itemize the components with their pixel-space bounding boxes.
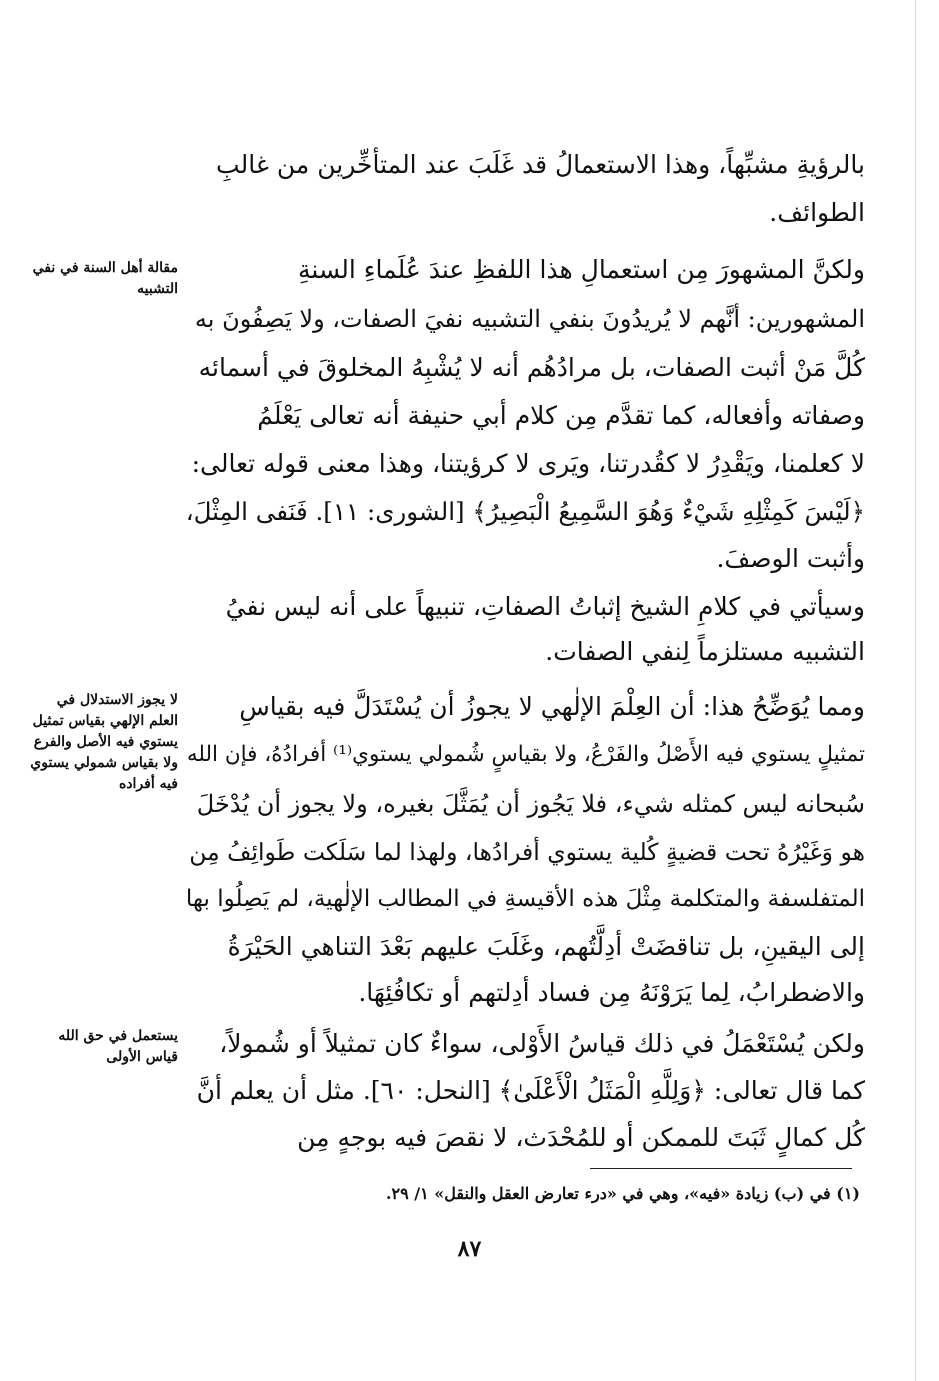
text-line: ومما يُوَضِّحُ هذا: أن العِلْمَ الإلٰهي لا يجوزُ أن يُسْتَدَلَّ فيه بقياسِ — [239, 692, 865, 721]
margin-note-tashbih: مقالة أهل السنة في نفي التشبيه — [32, 260, 178, 297]
text-line: ﴿لَيْسَ كَمِثْلِهِ شَيْءٌ وَهُوَ السَّمِيعُ الْبَصِيرُ﴾ [الشورى: ١١]. فَنَفى المِثْلَ، — [185, 497, 865, 526]
margin-note-awla: يستعمل في حق الله قياس الأولى — [58, 1028, 178, 1065]
text-line: بالرؤيةِ مشبِّهاً، وهذا الاستعمالُ قد غَلَبَ عند المتأخِّرين من غالبِ — [216, 150, 865, 179]
footnote-rule — [590, 1168, 852, 1169]
margin-note-qiyas: لا يجوز الاستدلال في العلم الإلهي بقياس تمثيل يستوي فيه الأصل والفرع ولا بقياس شمولي يستوي فيه أفراده — [30, 692, 178, 792]
text-line: سُبحانه ليس كمثله شيء، فلا يَجُوز أن يُمَثَّلَ بغيره، ولا يجوز أن يُدْخَلَ — [196, 790, 865, 818]
text-line: المشهورين: أنَّهم لا يُريدُونَ بنفي التشبيه نفيَ الصفات، ولا يَصِفُونَ به — [194, 305, 865, 333]
text-line: هو وَغَيْرُهُ تحت قضيةٍ كُلية يستوي أفرادُها، ولهذا لما سَلَكت طَوائِفُ مِن — [189, 838, 865, 866]
text-line: تمثيلٍ يستوي فيه الأَصْلُ والفَرْعُ، ولا بقياسٍ شُمولي يستوي⁽¹⁾ أفرادُهُ، فإن الله — [186, 742, 865, 767]
text-line: ولكنَّ المشهورَ مِن استعمالِ هذا اللفظِ عندَ عُلَماءِ السنةِ — [298, 255, 865, 284]
text-line: الطوائف. — [769, 198, 865, 227]
text-line: لا كعلمنا، ويَقْدِرُ لا كقُدرتنا، ويَرى لا كرؤيتنا، وهذا معنى قوله تعالى: — [191, 449, 865, 478]
text-line: وأثبت الوصفَ. — [716, 544, 865, 573]
text-line: وصفاته وأفعاله، كما تقدَّم مِن كلام أبي حنيفة أنه تعالى يَعْلَمُ — [257, 401, 865, 430]
footnote: (١) في (ب) زيادة «فيه»، وهي في «درء تعارض العقل والنقل» ١/ ٢٩. — [385, 1184, 860, 1203]
text-line: التشبيه مستلزماً لِنفي الصفات. — [545, 637, 865, 666]
text-line: ولكن يُسْتَعْمَلُ في ذلك قياسُ الأَوْلى، سواءٌ كان تمثيلاً أو شُمولاً، — [219, 1029, 865, 1058]
text-line: وسيأتي في كلامِ الشيخ إثباتُ الصفاتِ، تنبيهاً على أنه ليس نفيُ — [225, 592, 865, 621]
text-line: والاضطرابُ، لِما يَرَوْنَهُ مِن فساد أدِلتهم أو تكافُئِهَا. — [358, 978, 865, 1007]
text-line: كُل كمالٍ ثَبَتَ للممكن أو للمُحْدَث، لا نقصَ فيه بوجهٍ مِن — [297, 1123, 865, 1152]
page-edge-line — [915, 0, 916, 1381]
text-line: كما قال تعالى: ﴿وَلِلَّهِ الْمَثَلُ الْأَعْلَىٰ﴾ [النحل: ٦٠]. مثل أن يعلم أنَّ — [196, 1076, 865, 1105]
text-line: كُلَّ مَنْ أثبت الصفات، بل مرادُهُم أنه لا يُشْبِهُ المخلوقَ في أسمائه — [198, 353, 865, 382]
text-line: إلى اليقينِ، بل تناقضَتْ أدِلَّتُهم، وغَلَبَ عليهم بَعْدَ التناهي الحَيْرَةُ — [227, 932, 865, 961]
text-line: المتفلسفة والمتكلمة مِثْلَ هذه الأقيسةِ في المطالب الإلٰهية، لم يَصِلُوا بها — [185, 886, 865, 912]
page-number: ٨٧ — [457, 1236, 482, 1262]
